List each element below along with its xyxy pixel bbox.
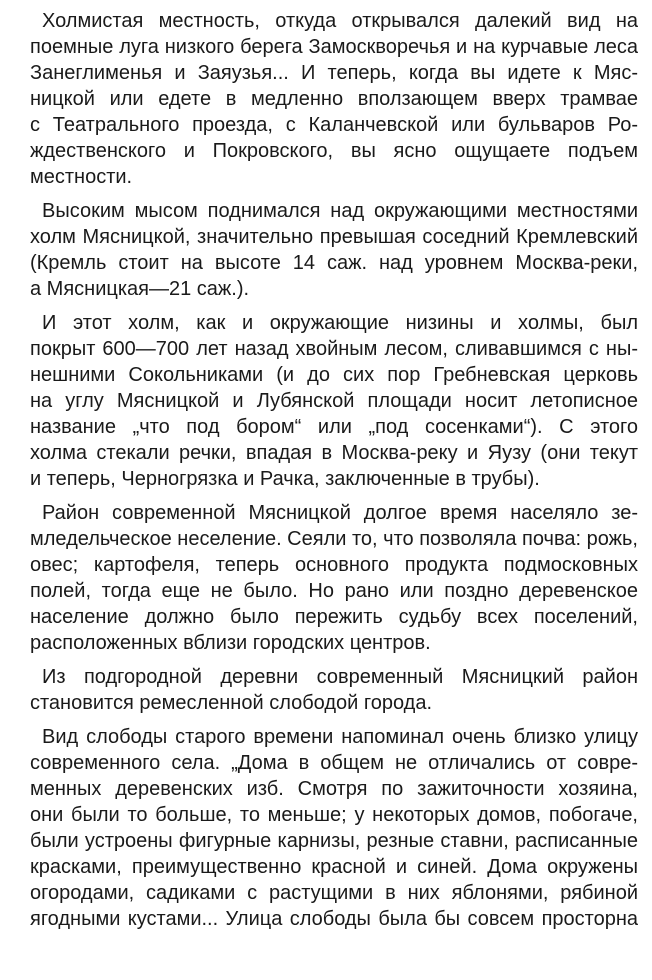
text-line: на углу Мясницкой и Лубянской площади носит летописное [30,390,638,412]
paragraph-6 [30,724,638,932]
text-line: И этот холм, как и окружающие низины и холмы, был [42,312,638,334]
text-line: Вид слободы старого времени напоминал очень близко улицу [42,726,638,748]
paragraph-4 [30,500,638,656]
text-line: Из подгородной деревни современный Мясницкий район [42,666,638,688]
text-line: менных деревенских изб. Смотря по зажиточности хозяина, [30,778,638,800]
text-line: местности. [30,166,133,188]
text-line: становится ремесленной слободой города. [30,692,433,714]
paragraph-5 [30,664,638,716]
paragraph-3 [30,310,638,492]
paragraph-2 [30,198,638,302]
text-line: население должно было пережить судьбу всех поселений, [30,606,638,628]
text-line: овес; картофеля, теперь основного продукта подмосковных [30,554,638,576]
text-line: красками, преимущественно красной и синей. Дома окружены [30,856,638,878]
text-line: нешними Сокольниками (и до сих пор Гребневская церковь [30,364,638,386]
text-line: и теперь, Черногрязка и Рачка, заключенные в трубы). [30,468,540,490]
text-line: расположенных вблизи городских центров. [30,632,431,654]
text-line: поемные луга низкого берега Замоскворечья и на курчавые леса [30,36,638,58]
document-page [30,8,638,940]
text-line: были устроены фигурные карнизы, резные ставни, расписанные [30,830,638,852]
paragraph-1 [30,8,638,190]
text-line: (Кремль стоит на высоте 14 саж. над уровнем Москва-реки, [30,252,638,274]
text-line: Район современной Мясницкой долгое время населяло зе- [42,502,638,524]
text-line: Холмистая местность, откуда открывался далекий вид на [42,10,638,32]
text-line: ягодными кустами... Улица слободы была бы совсем просторна [30,908,638,930]
text-line: а Мясницкая—21 саж.). [30,278,250,300]
text-line: Высоким мысом поднимался над окружающими местностями [42,200,638,222]
text-line: ницкой или едете в медленно вползающем вверх трамвае [30,88,638,110]
text-line: с Театрального проезда, с Каланчевской или бульваров Ро- [30,114,638,136]
text-line: Занеглименья и Заяузья... И теперь, когда вы идете к Мяс- [30,62,638,84]
text-line: современного села. „Дома в общем не отличались от совре- [30,752,638,774]
text-line: они были то больше, то меньше; у некоторых домов, побогаче, [30,804,638,826]
text-line: ждественского и Покровского, вы ясно ощущаете подъем [30,140,638,162]
text-line: покрыт 600—700 лет назад хвойным лесом, сливавшимся с ны- [30,338,638,360]
text-line: полей, тогда еще не было. Но рано или поздно деревенское [30,580,638,602]
text-line: мледельческое неселение. Сеяли то, что позволяла почва: рожь, [30,528,638,550]
text-line: холма стекали речки, впадая в Москва-реку и Яузу (они текут [30,442,638,464]
text-line: холм Мясницкой, значительно превышая соседний Кремлевский [30,226,638,248]
text-line: название „что под бором“ или „под сосенками“). С этого [30,416,638,438]
text-line: огородами, садиками с растущими в них яблонями, рябиной [30,882,638,904]
